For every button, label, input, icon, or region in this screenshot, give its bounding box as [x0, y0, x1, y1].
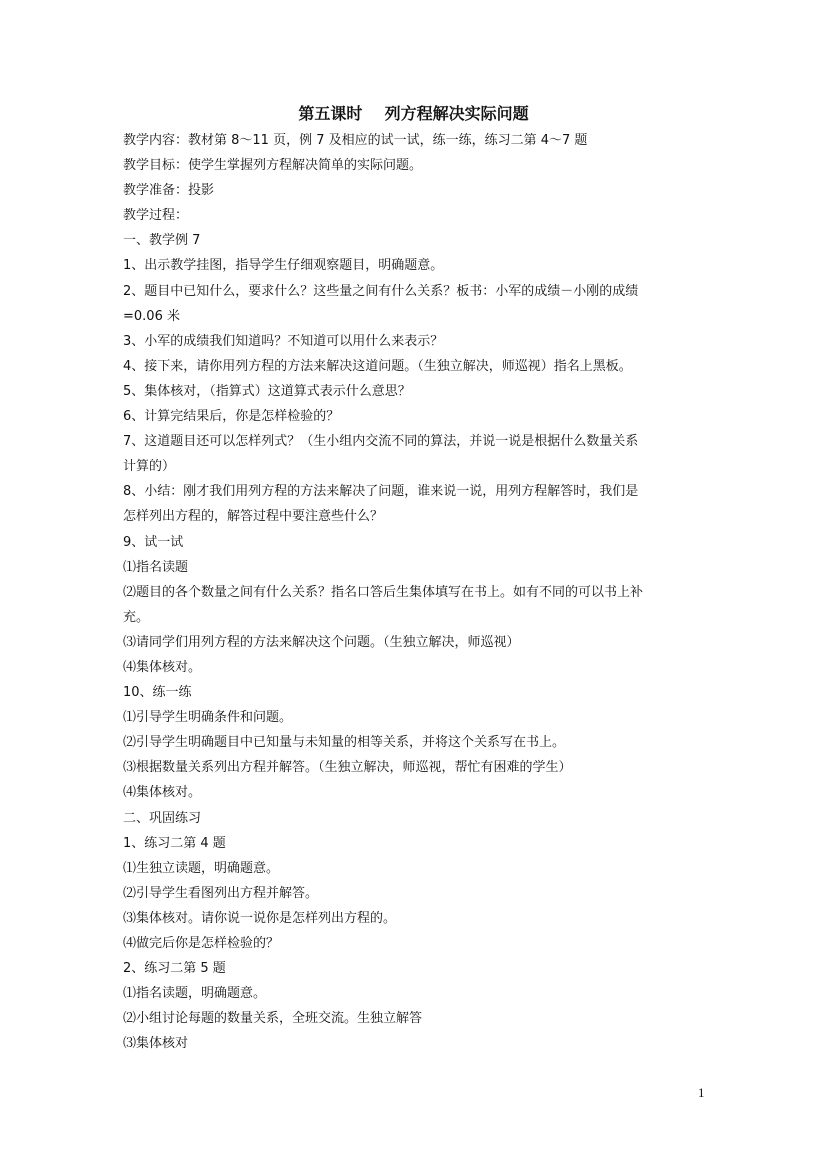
text-line: ⑷做完后你是怎样检验的？: [123, 936, 280, 951]
text-line: ⑵题目的各个数量之间有什么关系？指名口答后生集体填写在书上。如有不同的可以书上补: [123, 584, 644, 600]
text-line: 1、出示教学挂图，指导学生仔细观察题目，明确题意。: [123, 258, 444, 274]
text-line: ⑷集体核对。: [123, 659, 202, 675]
text-line: 5、集体核对，（指算式）这道算式表示什么意思？: [123, 383, 411, 399]
text-line: ⑵小组讨论每题的数量关系，全班交流。生独立解答: [123, 1011, 423, 1027]
page-number: 1: [698, 1085, 705, 1100]
text-line: 9、试一试: [123, 534, 184, 550]
text-line: 教学内容：教材第 8～11 页，例 7 及相应的试一试，练一练，练习二第 4～7 题: [123, 133, 588, 148]
text-line: 一、教学例 7: [123, 233, 201, 249]
text-line: ⑶根据数量关系列出方程并解答。（生独立解决，师巡视，帮忙有困难的学生）: [123, 760, 572, 776]
text-line: ⑶请同学们用列方程的方法来解决这个问题。（生独立解决，师巡视）: [123, 634, 520, 650]
text-line: ⑴引导学生明确条件和问题。: [123, 710, 293, 726]
text-line: ⑴指名读题: [123, 559, 189, 575]
text-line: 1、练习二第 4 题: [123, 835, 226, 851]
text-line: 怎样列出方程的，解答过程中要注意些什么？: [123, 509, 384, 525]
text-line: 10、练一练: [123, 685, 192, 701]
text-line: 教学准备：投影: [123, 183, 215, 199]
text-line: ⑵引导学生明确题目中已知量与未知量的相等关系，并将这个关系写在书上。: [123, 735, 566, 751]
text-line: 计算的）: [123, 459, 176, 475]
text-line: 教学过程：: [123, 208, 189, 224]
text-line: 4、接下来，请你用列方程的方法来解决这道问题。（生独立解决，师巡视）指名上黑板。: [123, 358, 632, 374]
text-line: 二、巩固练习: [123, 810, 202, 826]
text-line: 充。: [123, 609, 150, 625]
text-line: 3、小军的成绩我们知道吗？不知道可以用什么来表示？: [123, 333, 444, 349]
text-line: ⑴指名读题，明确题意。: [123, 986, 267, 1002]
text-line: 6、计算完结果后，你是怎样检验的？: [123, 409, 340, 425]
text-line: ⑴生独立读题，明确题意。: [123, 860, 280, 876]
text-line: 2、题目中已知什么，要求什么？这些量之间有什么关系？板书：小军的成绩－小刚的成绩: [123, 283, 639, 299]
text-line: ⑵引导学生看图列出方程并解答。: [123, 885, 319, 901]
text-line: ⑶集体核对。请你说一说你是怎样列出方程的。: [123, 910, 397, 926]
document-title: 第五课时 列方程解决实际问题: [298, 104, 529, 123]
text-line: =0.06 米: [123, 308, 180, 324]
text-line: ⑷集体核对。: [123, 785, 202, 801]
text-line: ⑶集体核对: [123, 1036, 189, 1052]
text-line: 2、练习二第 5 题: [123, 961, 226, 977]
text-line: 8、小结：刚才我们用列方程的方法来解决了问题，谁来说一说，用列方程解答时，我们是: [123, 484, 639, 500]
text-line: 教学目标：使学生掌握列方程解决简单的实际问题。: [123, 158, 423, 174]
document-body: [123, 128, 707, 1056]
text-line: 7、这道题目还可以怎样列式？（生小组内交流不同的算法，并说一说是根据什么数量关系: [123, 434, 639, 450]
